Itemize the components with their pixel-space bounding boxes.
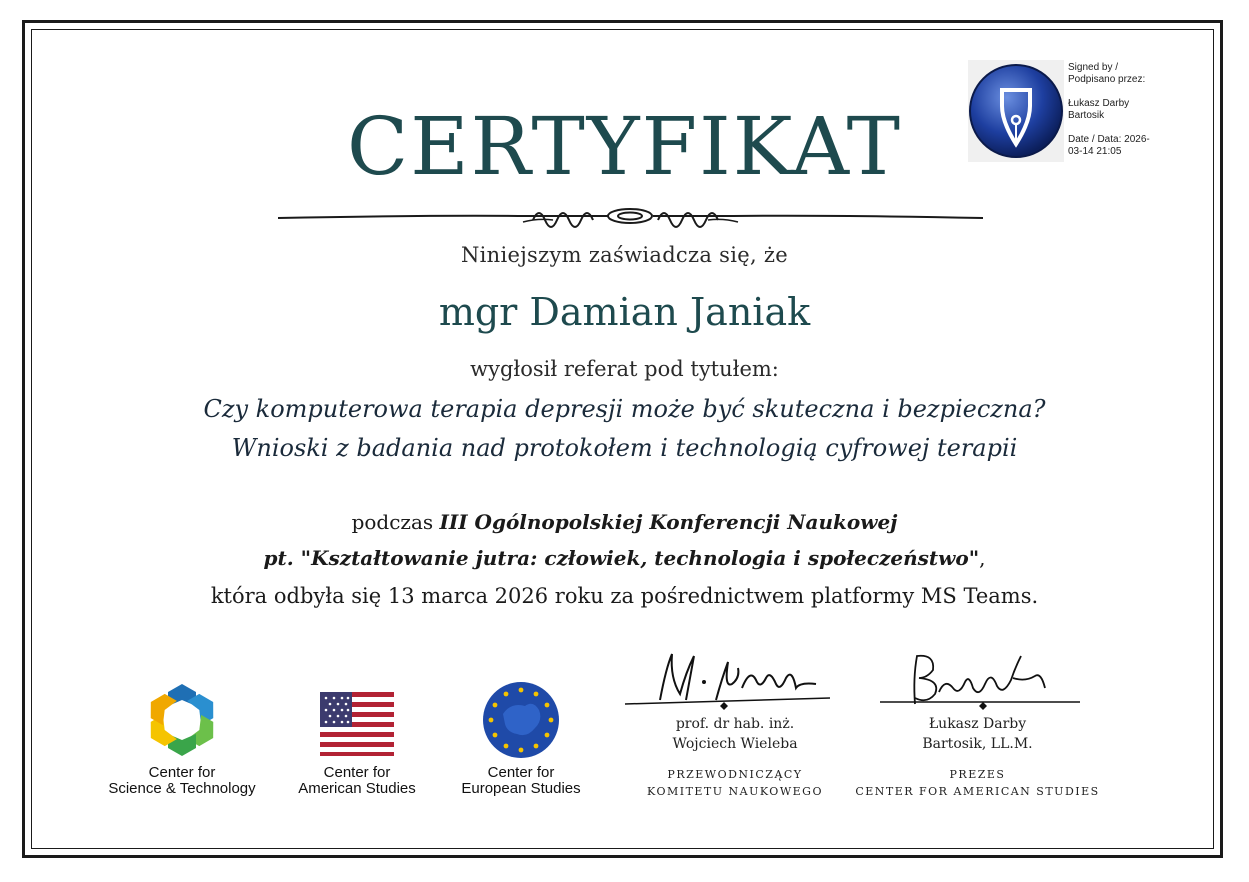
logo-european-studies — [448, 680, 594, 797]
logo-label-line2: Science & Technology — [108, 780, 256, 797]
delivered-text: wygłosił referat pod tytułem: — [470, 357, 779, 381]
signed-by-label-pl: Podpisano przez: — [1068, 74, 1146, 85]
logo-label-line1: Center for — [148, 764, 216, 781]
fountain-pen-seal-icon — [968, 60, 1064, 162]
signer-line2: Bartosik — [1068, 110, 1105, 121]
intro-text: Niniejszym zaświadcza się, że — [460, 243, 789, 267]
digital-signature-info — [1068, 62, 1178, 158]
conference-line — [0, 510, 1249, 534]
conference-name: III Ogólnopolskiej Konferencji Naukowej — [439, 510, 898, 534]
signer-role-line2: CENTER FOR AMERICAN STUDIES — [855, 785, 1100, 798]
conference-theme-line — [0, 546, 1249, 570]
conference-theme: pt. "Kształtowanie jutra: człowiek, technologia i społeczeństwo" — [263, 546, 980, 570]
logo-label-line2: American Studies — [298, 780, 416, 797]
eu-stars-globe-icon — [481, 680, 561, 760]
logo-science-technology — [92, 680, 272, 797]
conference-prefix: podczas — [351, 510, 434, 534]
ornamental-divider — [278, 198, 983, 238]
logo-label-line1: Center for — [487, 764, 555, 781]
signer-role-line1: PREZES — [949, 768, 1006, 781]
us-flag-icon — [318, 688, 396, 760]
signer-line1: Łukasz Darby — [1068, 98, 1130, 109]
signer-president — [855, 648, 1100, 800]
handwritten-signature-bartosik — [855, 648, 1100, 710]
conference-theme-suffix: , — [979, 546, 986, 570]
certificate-title: CERTYFIKAT — [347, 100, 902, 193]
date-label: Date / Data: 2026- — [1068, 134, 1150, 145]
hexagon-flower-logo-icon — [142, 680, 222, 760]
signer-role — [855, 766, 1100, 800]
signed-by-label: Signed by / — [1068, 62, 1119, 73]
signer-role-line1: PRZEWODNICZĄCY — [667, 768, 803, 781]
signer-name-line2: Wojciech Wieleba — [672, 736, 798, 752]
signer-name-line1: prof. dr hab. inż. — [675, 716, 795, 732]
talk-title-line2: Wnioski z badania nad protokołem i technologią cyfrowej terapii — [231, 434, 1018, 462]
talk-title-line1: Czy komputerowa terapia depresji może być skuteczna i bezpieczna? — [203, 395, 1046, 423]
handwritten-signature-wieleba — [620, 648, 850, 710]
signer-name-line2: Bartosik, LL.M. — [922, 736, 1033, 752]
signer-committee-chair — [620, 648, 850, 800]
logo-american-studies — [284, 688, 430, 797]
conference-details: która odbyła się 13 marca 2026 roku za pośrednictwem platformy MS Teams. — [210, 584, 1039, 608]
logo-label-line2: European Studies — [461, 780, 581, 797]
recipient-name: mgr Damian Janiak — [438, 290, 811, 334]
logo-label-line1: Center for — [323, 764, 391, 781]
date-value: 03-14 21:05 — [1068, 146, 1122, 157]
digital-signature-seal — [968, 60, 1064, 162]
signer-role — [620, 766, 850, 800]
signer-name-line1: Łukasz Darby — [928, 716, 1027, 732]
signer-role-line2: KOMITETU NAUKOWEGO — [647, 785, 823, 798]
